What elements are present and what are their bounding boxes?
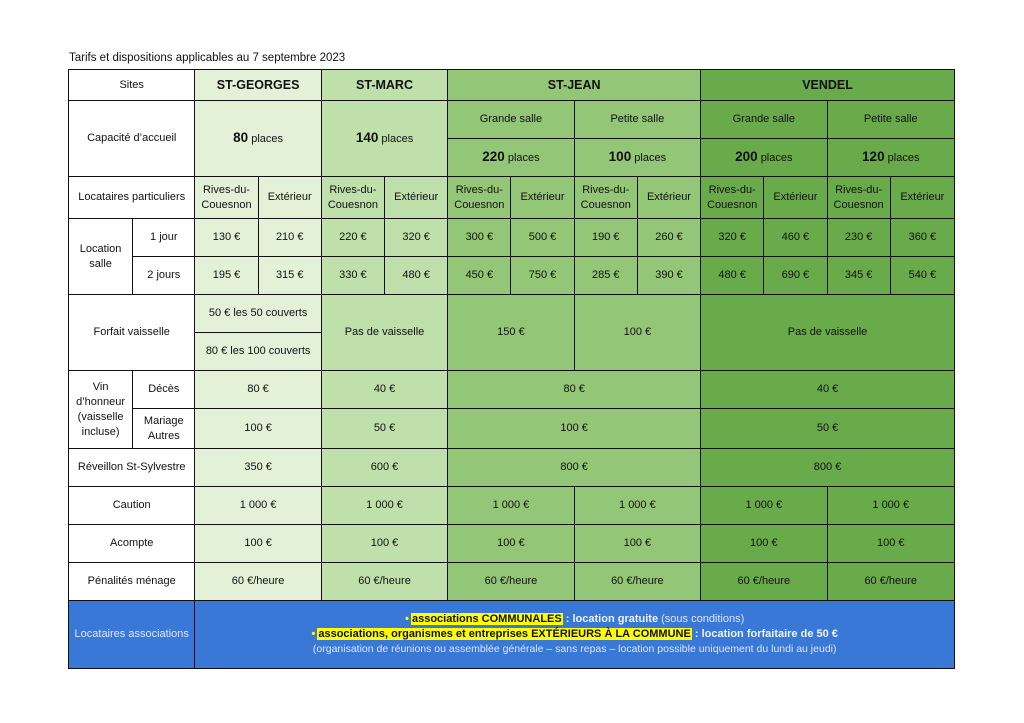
header-row (69, 70, 955, 101)
rives-header: Rives-du- Couesnon (827, 177, 890, 219)
capacite-value: 140 (355, 130, 379, 145)
price-cell: 460 € (764, 219, 827, 257)
bullet-icon: • (311, 628, 316, 640)
price-cell: 345 € (827, 257, 890, 295)
price-cell: 320 € (701, 219, 764, 257)
vaisselle-100-couverts: 80 € les 100 couverts (195, 333, 321, 371)
capacite-label: Capacité d’accueil (69, 101, 195, 177)
price-cell: 1 000 € (195, 487, 321, 525)
exterieur-header: Extérieur (258, 177, 321, 219)
exterieur-header: Extérieur (764, 177, 827, 219)
st-marc-header: ST-MARC (321, 70, 447, 101)
price-cell: 195 € (195, 257, 258, 295)
locataires-row (69, 177, 955, 219)
price-cell: 750 € (511, 257, 574, 295)
jours2-label: 2 jours (133, 257, 195, 295)
places-unit: places (507, 152, 540, 164)
vin-deces-row (69, 371, 955, 409)
price-cell: 540 € (890, 257, 954, 295)
mariage-label: Mariage Autres (133, 409, 195, 449)
capacite-value: 100 (608, 149, 632, 164)
price-cell: 600 € (321, 449, 447, 487)
price-cell: 80 € (195, 371, 321, 409)
location-salle-label: Location salle (69, 219, 133, 295)
price-cell: 100 € (195, 409, 321, 449)
reveillon-label: Réveillon St-Sylvestre (69, 449, 195, 487)
price-cell: 50 € (701, 409, 955, 449)
rives-header: Rives-du- Couesnon (321, 177, 384, 219)
price-cell: 40 € (701, 371, 955, 409)
rives-header: Rives-du- Couesnon (701, 177, 764, 219)
associations-line-2 (197, 627, 952, 642)
price-cell: 480 € (701, 257, 764, 295)
caution-label: Caution (69, 487, 195, 525)
document-title: Tarifs et dispositions applicables au 7 septembre 2023 (69, 52, 346, 64)
price-cell: 690 € (764, 257, 827, 295)
price-cell: 210 € (258, 219, 321, 257)
rives-header: Rives-du- Couesnon (195, 177, 258, 219)
rives-header: Rives-du- Couesnon (448, 177, 511, 219)
price-cell: 60 €/heure (701, 563, 827, 601)
price-cell: 100 € (827, 525, 955, 563)
penalites-label: Pénalités ménage (69, 563, 195, 601)
capacite-row (69, 101, 955, 139)
vendel-petite-capacite (827, 139, 955, 177)
places-unit: places (251, 133, 284, 145)
rives-header: Rives-du- Couesnon (574, 177, 637, 219)
highlight-exterieurs: associations, organismes et entreprises EXTÉRIEURS À LA COMMUNE (318, 628, 691, 640)
sites-header: Sites (69, 70, 195, 101)
price-cell: 450 € (448, 257, 511, 295)
price-cell: 360 € (890, 219, 954, 257)
places-unit: places (381, 133, 414, 145)
associations-line-1 (197, 612, 952, 627)
price-cell: 1 000 € (321, 487, 447, 525)
price-cell: 350 € (195, 449, 321, 487)
places-unit: places (760, 152, 793, 164)
price-cell: 100 € (574, 525, 700, 563)
vendel-petite-salle: Petite salle (827, 101, 955, 139)
price-cell: 800 € (448, 449, 701, 487)
capacite-value: 200 (735, 149, 758, 164)
vin-mariage-row (69, 409, 955, 449)
price-cell: 315 € (258, 257, 321, 295)
tarifs-table (68, 69, 955, 669)
st-jean-grande-vaisselle: 150 € (448, 295, 574, 371)
st-jean-header: ST-JEAN (448, 70, 701, 101)
price-cell: 500 € (511, 219, 574, 257)
vendel-header: VENDEL (701, 70, 955, 101)
capacite-value: 220 (482, 149, 505, 164)
vin-honneur-label: Vin d’honneur (vaisselle incluse) (69, 371, 133, 449)
bullet-icon: • (405, 613, 409, 625)
st-marc-vaisselle: Pas de vaisselle (321, 295, 447, 371)
acompte-row (69, 525, 955, 563)
acompte-label: Acompte (69, 525, 195, 563)
locataires-label: Locataires particuliers (69, 177, 195, 219)
price-cell: 190 € (574, 219, 637, 257)
price-cell: 60 €/heure (321, 563, 447, 601)
caution-row (69, 487, 955, 525)
price-cell: 40 € (321, 371, 447, 409)
exterieur-header: Extérieur (890, 177, 954, 219)
places-unit: places (634, 152, 667, 164)
capacite-value: 120 (862, 149, 885, 164)
price-cell: 130 € (195, 219, 258, 257)
location-gratuite-text: : location gratuite (562, 613, 662, 625)
st-jean-petite-vaisselle: 100 € (574, 295, 700, 371)
st-jean-petite-salle: Petite salle (574, 101, 700, 139)
price-cell: 60 €/heure (448, 563, 574, 601)
places-unit: places (887, 152, 920, 164)
vaisselle-label: Forfait vaisselle (69, 295, 195, 371)
price-cell: 80 € (448, 371, 701, 409)
penalites-row (69, 563, 955, 601)
price-cell: 390 € (637, 257, 700, 295)
price-cell: 285 € (574, 257, 637, 295)
location-2jours-row (69, 257, 955, 295)
associations-label: Locataires associations (69, 601, 195, 669)
price-cell: 1 000 € (701, 487, 827, 525)
associations-line-3: (organisation de réunions ou assemblée générale – sans repas – location possible uniquement du lundi au jeudi) (312, 643, 837, 655)
price-cell: 260 € (637, 219, 700, 257)
st-jean-petite-capacite (574, 139, 700, 177)
exterieur-header: Extérieur (511, 177, 574, 219)
highlight-communales: associations COMMUNALES (411, 613, 562, 625)
price-cell: 100 € (448, 525, 574, 563)
vendel-grande-capacite (701, 139, 827, 177)
price-cell: 60 €/heure (195, 563, 321, 601)
associations-row (69, 601, 955, 669)
price-cell: 300 € (448, 219, 511, 257)
price-cell: 100 € (701, 525, 827, 563)
vendel-grande-salle: Grande salle (701, 101, 827, 139)
price-cell: 230 € (827, 219, 890, 257)
price-cell: 1 000 € (448, 487, 574, 525)
st-georges-capacite (195, 101, 321, 177)
price-cell: 480 € (385, 257, 448, 295)
reveillon-row (69, 449, 955, 487)
price-cell: 50 € (321, 409, 447, 449)
st-jean-grande-capacite (448, 139, 574, 177)
price-cell: 320 € (385, 219, 448, 257)
price-cell: 330 € (321, 257, 384, 295)
exterieur-header: Extérieur (385, 177, 448, 219)
vaisselle-50-couverts: 50 € les 50 couverts (195, 295, 321, 333)
price-cell: 60 €/heure (574, 563, 700, 601)
associations-conditions (195, 601, 955, 669)
vendel-vaisselle: Pas de vaisselle (701, 295, 955, 371)
st-georges-header: ST-GEORGES (195, 70, 321, 101)
price-cell: 1 000 € (574, 487, 700, 525)
deces-label: Décès (133, 371, 195, 409)
location-1jour-row (69, 219, 955, 257)
price-cell: 800 € (701, 449, 955, 487)
price-cell: 220 € (321, 219, 384, 257)
exterieur-header: Extérieur (637, 177, 700, 219)
sous-conditions-note: (sous conditions) (661, 613, 745, 625)
price-cell: 1 000 € (827, 487, 955, 525)
st-jean-grande-salle: Grande salle (448, 101, 574, 139)
capacite-value: 80 (233, 130, 249, 145)
price-cell: 100 € (195, 525, 321, 563)
location-forfaitaire-text: : location forfaitaire de 50 € (691, 628, 838, 640)
price-cell: 100 € (321, 525, 447, 563)
vaisselle-row (69, 295, 955, 333)
jour1-label: 1 jour (133, 219, 195, 257)
price-cell: 60 €/heure (827, 563, 955, 601)
price-cell: 100 € (448, 409, 701, 449)
st-marc-capacite (321, 101, 447, 177)
